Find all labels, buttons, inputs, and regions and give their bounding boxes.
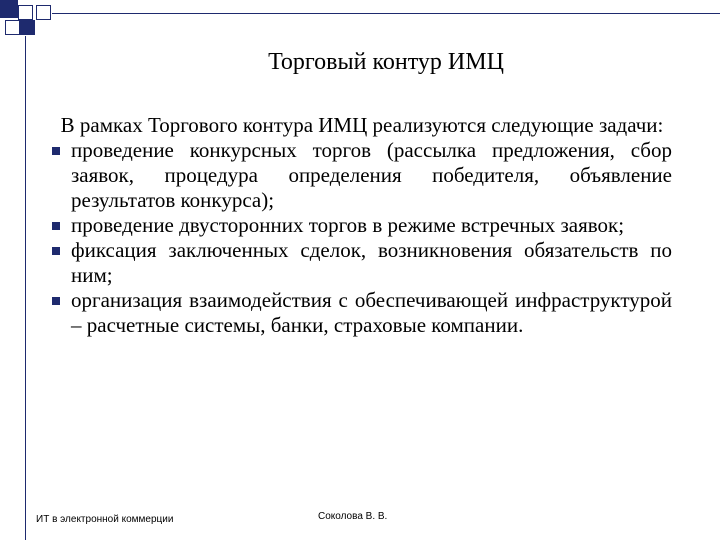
list-item-text: проведение конкурсных торгов (рассылка предложения, сбор заявок, процедура определения победителя, объявление результатов конкурса);	[71, 138, 672, 212]
top-divider-line	[52, 13, 720, 14]
slide-content	[52, 113, 672, 338]
square-bullet-icon	[52, 222, 60, 230]
corner-square-outline	[36, 5, 51, 20]
left-divider-line	[25, 36, 26, 540]
corner-square-outline	[18, 5, 33, 20]
square-bullet-icon	[52, 247, 60, 255]
square-bullet-icon	[52, 297, 60, 305]
corner-square-filled	[20, 20, 35, 35]
list-item	[52, 138, 672, 213]
list-item	[52, 288, 672, 338]
list-item	[52, 238, 672, 288]
footer-course-name: ИТ в электронной коммерции	[36, 514, 174, 525]
list-item	[52, 213, 672, 238]
task-list	[52, 138, 672, 338]
footer-author: Соколова В. В.	[318, 511, 388, 522]
square-bullet-icon	[52, 147, 60, 155]
list-item-text: организация взаимодействия с обеспечивающей инфраструктурой – расчетные системы, банки, страховые компании.	[71, 288, 672, 337]
intro-text: В рамках Торгового контура ИМЦ реализуются следующие задачи:	[60, 113, 664, 137]
slide-title: Торговый контур ИМЦ	[268, 49, 504, 75]
corner-square-outline	[5, 20, 20, 35]
list-item-text: проведение двусторонних торгов в режиме встречных заявок;	[71, 213, 625, 237]
list-item-text: фиксация заключенных сделок, возникновения обязательств по ним;	[71, 238, 672, 287]
corner-square-filled	[0, 0, 18, 18]
